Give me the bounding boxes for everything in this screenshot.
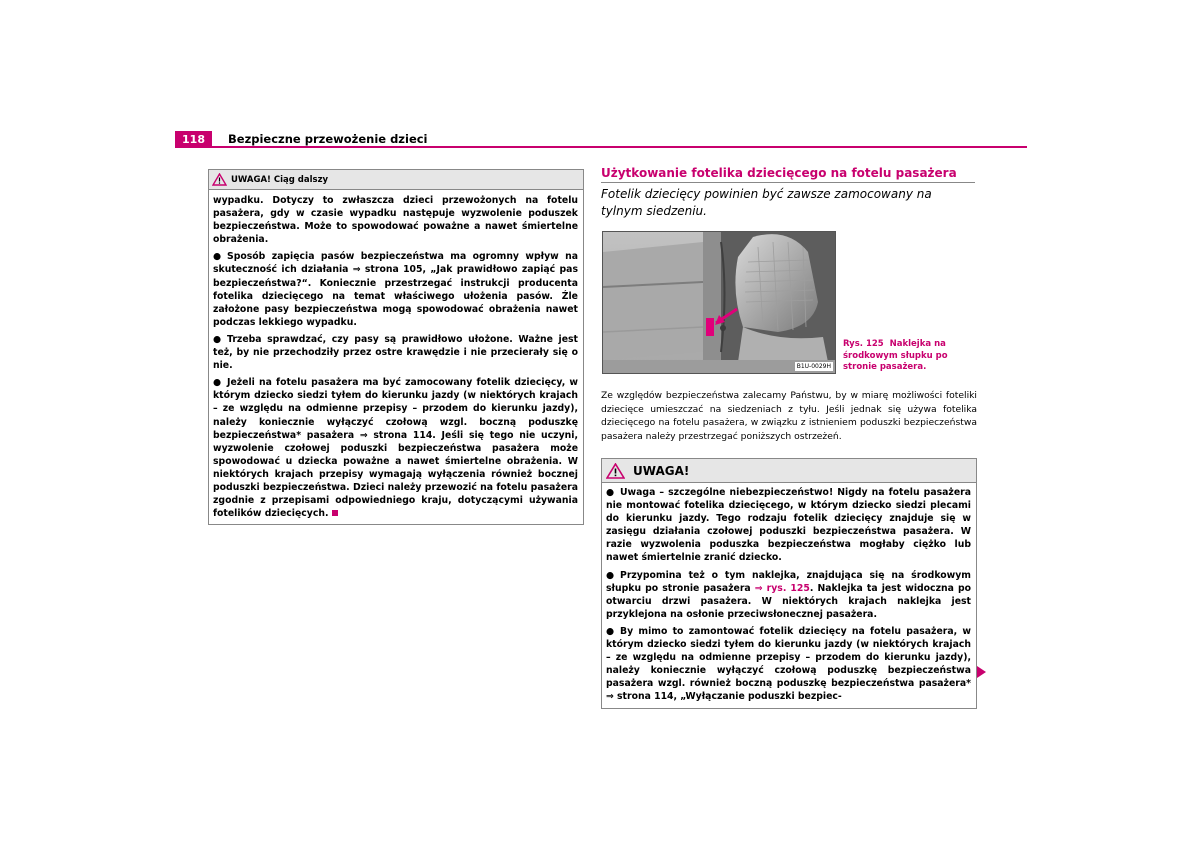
warning-title: UWAGA!	[633, 463, 690, 478]
chapter-title: Bezpieczne przewożenie dzieci	[228, 132, 428, 146]
warning-item	[213, 333, 578, 372]
warning-item	[606, 569, 971, 621]
caption-text: Naklejka na środkowym słupku po stronie pasażera.	[843, 339, 948, 372]
warning-triangle-icon	[606, 463, 625, 479]
figure-reference-link[interactable]: ⇒ rys. 125	[754, 582, 810, 594]
car-interior-illustration	[603, 232, 835, 373]
warning-item	[606, 486, 971, 565]
warning-box-continued	[208, 169, 584, 525]
continue-arrow-icon	[977, 666, 986, 678]
warning-item-text: Przypomina też o tym naklejka, znajdująca się na środkowym słupku po stronie pasażera	[606, 569, 971, 594]
figure-door-pillar-sticker	[602, 231, 836, 374]
warning-item	[213, 376, 578, 520]
warning-item-text: Trzeba sprawdzać, czy pasy są prawidłowo ułożone. Ważne jest też, by nie przechodziły przez ostre krawędzie i nie przecierały się o nie.	[213, 333, 578, 372]
bullet-icon: ●	[213, 377, 222, 389]
bullet-icon: ●	[606, 625, 615, 637]
page-number: 118	[175, 131, 212, 148]
warning-body	[602, 483, 976, 708]
warning-header	[209, 170, 583, 190]
warning-item-text: Jeżeli na fotelu pasażera ma być zamocowany fotelik dziecięcy, w którym dziecko siedzi tyłem do kierunku jazdy (w niektórych krajach – ze względu na odmienne przepisy – przodem do kierunku jazdy), należy koniecznie wyłączyć czołową wzgl. boczną poduszkę bezpieczeństwa* pasażera ⇒ strona 114. Jeśli się tego nie uczyni, wyzwolenie czołowej poduszki bezpieczeństwa pasażera może spowodować u dziecka poważne a nawet śmiertelne obrażenia. W niektórych krajach przepisy wymagają wyłączenia również bocznej poduszki bezpieczeństwa. Dzieci należy przewozić na fotelu pasażera zgodnie z przepisami odpowiedniego kraju, dotyczącymi używania fotelików dziecięcych.	[213, 377, 578, 520]
figure-caption	[843, 339, 968, 374]
warning-item	[606, 625, 971, 704]
warning-item	[213, 250, 578, 329]
body-paragraph: Ze względów bezpieczeństwa zalecamy Państwu, by w miarę możliwości foteliki dziecięce umieszczać na siedzeniach z tyłu. Jeśli jednak się używa fotelika dziecięcego na fotelu pasażera, w związku z istnieniem poduszki bezpieczeństwa pasażera należy przestrzegać poniższych ostrzeżeń.	[601, 390, 977, 442]
warning-header	[602, 459, 976, 483]
end-mark-icon	[332, 510, 338, 516]
caption-label: Rys. 125	[843, 339, 884, 349]
section-intro: Fotelik dziecięcy powinien być zawsze zamocowany na tylnym siedzeniu.	[601, 187, 932, 218]
header-rule	[175, 146, 1027, 148]
figure-code: B1U-0029H	[796, 363, 831, 370]
warning-box	[601, 458, 977, 709]
bullet-icon: ●	[606, 569, 615, 581]
warning-item-text: By mimo to zamontować fotelik dziecięcy na fotelu pasażera, w którym dziecko siedzi tyłem do kierunku jazdy (w niektórych krajach – ze względu na odmienne przepisy – przodem do kierunku jazdy), należy koniecznie wyłączyć czołową poduszkę bezpieczeństwa pasażera wzgl. również boczną poduszkę bezpieczeństwa pasażera* ⇒ strona 114, „Wyłączanie poduszki bezpiec-	[606, 625, 971, 703]
section-title: Użytkowanie fotelika dziecięcego na fotelu pasażera	[601, 166, 957, 180]
warning-title: UWAGA! Ciąg dalszy	[231, 174, 329, 185]
bullet-icon: ●	[606, 487, 615, 498]
warning-item-text: Uwaga – szczególne niebezpieczeństwo! Nigdy na fotelu pasażera nie montować fotelika dziecięcego, w którym dziecko siedzi plecami do kierunku jazdy. Tego rodzaju fotelik dziecięcy znajduje się w zasięgu działania czołowej poduszki bezpieczeństwa pasażera. W razie wyzwolenia poduszka bezpieczeństwa mogłaby ciężko lub nawet śmiertelnie zranić dziecko.	[606, 487, 971, 564]
section-rule	[601, 182, 975, 183]
warning-item-text: . Naklejka ta jest widoczna po otwarciu drzwi pasażera. W niektórych krajach naklejka jest przyklejona na osłonie przeciwsłonecznej pasażera.	[606, 582, 971, 620]
warning-paragraph: wypadku. Dotyczy to zwłaszcza dzieci przewożonych na fotelu pasażera, gdy w czasie wypadku następuje wyzwolenie poduszek bezpieczeństwa. Może to spowodować poważne a nawet śmiertelne obrażenia.	[213, 195, 578, 246]
bullet-icon: ●	[213, 333, 222, 345]
bullet-icon: ●	[213, 251, 222, 263]
warning-body	[209, 190, 583, 524]
warning-item-text: Sposób zapięcia pasów bezpieczeństwa ma ogromny wpływ na skuteczność ich działania ⇒ strona 105, „Jak prawidłowo zapiąć pas bezpieczeństwa?“. Koniecznie przestrzegać instrukcji producenta fotelika dziecięcego na temat właściwego ułożenia pasów. Źle założone pasy bezpieczeństwa mogą spowodować obrażenia nawet podczas lekkiego wypadku.	[213, 251, 578, 328]
warning-triangle-icon	[212, 173, 227, 186]
